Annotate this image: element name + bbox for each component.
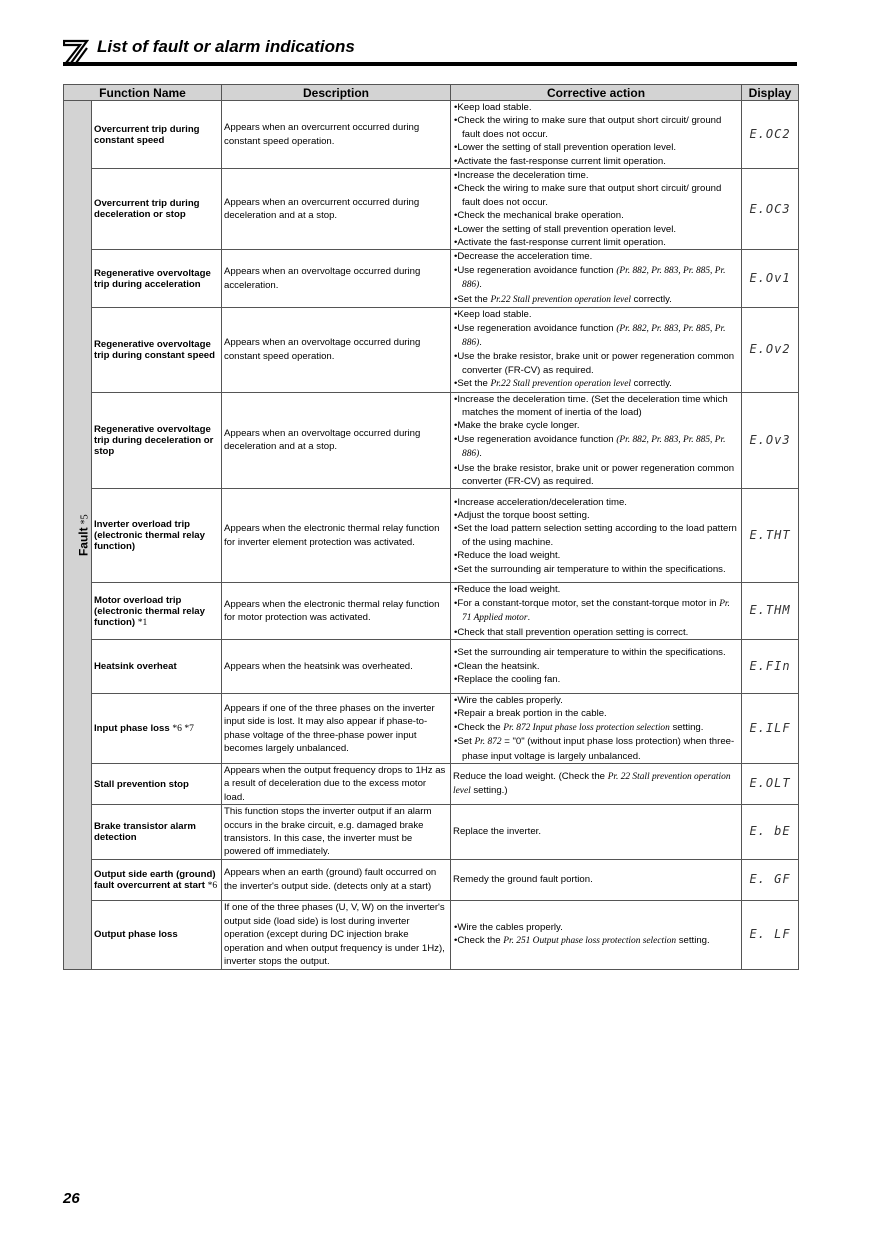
parameter-ref: Pr. 71 Applied motor [462, 598, 730, 624]
action-text: Check the wiring to make sure that output short circuit/ ground fault does not occur. [457, 115, 722, 140]
corrective-action [451, 900, 742, 969]
action-text: correctly. [630, 378, 672, 390]
table-row [64, 169, 799, 250]
action-item [453, 660, 739, 673]
action-item [453, 921, 739, 934]
description: Appears if one of the three phases on the inverter input side is lost. It may also appear if phase-to-phase voltage of the three-phase power input becomes largely unbalanced. [222, 694, 451, 764]
action-text: Check the mechanical brake operation. [457, 210, 624, 222]
page-title: List of fault or alarm indications [97, 37, 355, 56]
corrective-action [451, 101, 742, 169]
action-text: setting. [669, 721, 704, 733]
page-number: 26 [63, 1190, 80, 1207]
action-text: Adjust the torque boost setting. [457, 510, 590, 522]
action-text: . [479, 448, 482, 460]
action-item [453, 322, 739, 351]
action-text: For a constant-torque motor, set the constant-torque motor in [457, 597, 720, 609]
col-description: Description [222, 85, 451, 101]
function-name [92, 169, 222, 250]
action-item [453, 673, 739, 686]
table-row [64, 694, 799, 764]
function-name [92, 859, 222, 900]
action-list [453, 308, 739, 391]
action-text: Wire the cables properly. [457, 921, 563, 933]
function-name-text: Input phase loss [94, 723, 170, 735]
action-item [453, 462, 739, 489]
display-code: E. LF [742, 900, 799, 969]
action-text: Reduce the load weight. [457, 550, 561, 562]
table-row [64, 308, 799, 392]
action-text: Use regeneration avoidance function [457, 322, 617, 334]
table-row [64, 900, 799, 969]
display-code: E.Ov2 [742, 308, 799, 392]
table-row [64, 859, 799, 900]
action-text: . [527, 612, 531, 624]
footnote-ref: *6 [207, 879, 218, 891]
display-code: E.THM [742, 583, 799, 640]
action-item [453, 169, 739, 182]
action-text: Use the brake resistor, brake unit or power regeneration common converter (FR-CV) as required. [457, 351, 735, 376]
fault-label: Fault [76, 527, 91, 556]
table-header-row [64, 85, 799, 101]
action-text: Activate the fast-response current limit operation. [457, 155, 666, 167]
action-text: Set the load pattern selection setting according to the load pattern of the using machine. [457, 523, 737, 548]
action-item [453, 626, 739, 639]
section-header [63, 36, 797, 68]
action-item [453, 250, 739, 263]
fault-note: *5 [79, 514, 91, 525]
description: This function stops the inverter output if an alarm occurs in the brake circuit, e.g. damaged brake transistors. In this case, the inverter must be powered off immediately. [222, 805, 451, 860]
action-item [453, 549, 739, 562]
function-name-text: Overcurrent trip during constant speed [94, 123, 200, 146]
corrective-action [451, 805, 742, 860]
corrective-action [451, 308, 742, 392]
display-code: E.Ov1 [742, 250, 799, 308]
function-name-text: Output side earth (ground) fault overcurrent at start [94, 868, 216, 891]
description: Appears when the output frequency drops to 1Hz as a result of deceleration due to the excess motor load. [222, 764, 451, 805]
display-code: E.OC3 [742, 169, 799, 250]
action-text: Repair a break portion in the cable. [457, 708, 607, 720]
col-function-name: Function Name [64, 85, 222, 101]
parameter-ref: (Pr. 882, Pr. 883, Pr. 885, Pr. 886) [462, 265, 726, 291]
description: Appears when an overcurrent occurred during constant speed operation. [222, 101, 451, 169]
description: Appears when an overvoltage occurred during deceleration and at a stop. [222, 392, 451, 489]
display-code: E.THT [742, 489, 799, 583]
action-item [453, 209, 739, 222]
action-item [453, 114, 739, 141]
action-text: Set the surrounding air temperature to within the specifications. [457, 563, 726, 575]
action-item [453, 496, 739, 509]
action-text: Decrease the acceleration time. [457, 251, 593, 263]
action-text: Check the wiring to make sure that output short circuit/ ground fault does not occur. [457, 183, 722, 208]
action-text: Use regeneration avoidance function [457, 264, 617, 276]
corrective-action [451, 764, 742, 805]
description: Appears when an earth (ground) fault occurred on the inverter's output side. (detects only at a start) [222, 859, 451, 900]
function-name-text: Motor overload trip (electronic thermal relay function) [94, 594, 205, 628]
function-name-text: Heatsink overheat [94, 661, 177, 672]
action-text: Lower the setting of stall prevention operation level. [457, 223, 677, 235]
function-name-text: Regenerative overvoltage trip during deceleration or stop [94, 423, 214, 457]
corrective-action [451, 583, 742, 640]
col-corrective-action: Corrective action [451, 85, 742, 101]
function-name [92, 694, 222, 764]
action-item [453, 646, 739, 659]
action-item [453, 182, 739, 209]
action-list [453, 393, 739, 489]
action-item [453, 293, 739, 307]
section-logo-icon [63, 38, 89, 64]
function-name-text: Inverter overload trip (electronic thermal relay function) [94, 519, 205, 553]
footnote-ref: *1 [137, 616, 148, 628]
corrective-action [451, 640, 742, 694]
display-code: E.ILF [742, 694, 799, 764]
action-item [453, 393, 739, 420]
function-name [92, 392, 222, 489]
action-text: Clean the heatsink. [457, 660, 540, 672]
action-item [453, 563, 739, 576]
function-name [92, 583, 222, 640]
display-code: E.FIn [742, 640, 799, 694]
function-name [92, 640, 222, 694]
action-item [453, 597, 739, 626]
action-text: . [479, 336, 482, 348]
display-code: E.Ov3 [742, 392, 799, 489]
fault-group-cell [64, 101, 92, 970]
action-item [453, 264, 739, 293]
table-row [64, 392, 799, 489]
parameter-ref: Pr. 872 Input phase loss protection selection [503, 722, 670, 733]
action-list [453, 101, 739, 168]
action-list [453, 694, 739, 763]
action-text: Check the [457, 721, 504, 733]
action-item [453, 419, 739, 432]
action-text: Keep load stable. [457, 309, 532, 321]
action-item [453, 433, 739, 462]
action-text: Keep load stable. [457, 102, 532, 113]
corrective-action [451, 392, 742, 489]
fault-table [63, 84, 799, 970]
display-code: E. GF [742, 859, 799, 900]
action-text: Use regeneration avoidance function [457, 433, 617, 445]
table-row [64, 489, 799, 583]
action-item [453, 155, 739, 168]
table-row [64, 805, 799, 860]
action-text: Set the [457, 378, 491, 390]
col-display: Display [742, 85, 799, 101]
function-name [92, 489, 222, 583]
action-item [453, 522, 739, 549]
footnote-ref: *6 *7 [172, 723, 194, 735]
action-text: Remedy the ground fault portion. [453, 874, 593, 886]
function-name-text: Overcurrent trip during deceleration or stop [94, 198, 200, 221]
parameter-ref: Pr. 22 Stall prevention operation level [453, 771, 731, 797]
action-item [453, 707, 739, 720]
action-text: setting.) [470, 785, 508, 797]
action-text: Wire the cables properly. [457, 695, 563, 706]
header-rule [63, 62, 797, 66]
action-text: Activate the fast-response current limit operation. [457, 237, 666, 249]
action-item [453, 721, 739, 735]
table-row [64, 640, 799, 694]
description: Appears when the electronic thermal relay function for motor protection was activated. [222, 583, 451, 640]
function-name-text: Regenerative overvoltage trip during acceleration [94, 267, 211, 290]
action-item [453, 735, 739, 763]
action-item [453, 308, 739, 321]
fault-group-label [78, 514, 92, 556]
action-list [453, 646, 739, 686]
function-name-text: Output phase loss [94, 929, 178, 941]
action-text: Make the brake cycle longer. [457, 420, 580, 432]
table-row [64, 583, 799, 640]
parameter-ref: Pr.22 Stall prevention operation level [490, 294, 631, 305]
corrective-action [451, 859, 742, 900]
action-item [453, 934, 739, 948]
corrective-action [451, 250, 742, 308]
function-name-text: Brake transistor alarm detection [94, 821, 196, 844]
action-text: Lower the setting of stall prevention operation level. [457, 142, 677, 154]
function-name-text: Regenerative overvoltage trip during constant speed [94, 338, 215, 361]
action-item [453, 223, 739, 236]
corrective-action [451, 489, 742, 583]
action-text: correctly. [630, 293, 672, 305]
description: Appears when the electronic thermal relay function for inverter element protection was activated. [222, 489, 451, 583]
action-item [453, 101, 739, 114]
corrective-action [451, 694, 742, 764]
function-name [92, 805, 222, 860]
function-name [92, 250, 222, 308]
action-text: = "0" (without input phase loss protection) when three-phase input voltage is largely unbalanced. [462, 736, 735, 762]
action-text: Set [457, 736, 475, 748]
action-list [453, 496, 739, 576]
description: Appears when an overcurrent occurred during deceleration and at a stop. [222, 169, 451, 250]
action-text: Reduce the load weight. [457, 584, 561, 596]
action-item [453, 694, 739, 707]
action-list [453, 921, 739, 949]
display-code: E.OLT [742, 764, 799, 805]
function-name [92, 101, 222, 169]
action-list [453, 250, 739, 307]
action-text: Check that stall prevention operation setting is correct. [457, 626, 689, 638]
description: Appears when the heatsink was overheated. [222, 640, 451, 694]
action-text: Replace the inverter. [453, 826, 542, 838]
display-code: E. bE [742, 805, 799, 860]
function-name [92, 308, 222, 392]
action-text: Reduce the load weight. (Check the [453, 770, 608, 782]
parameter-ref: Pr. 251 Output phase loss protection selection [503, 936, 677, 947]
action-item [453, 141, 739, 154]
description: Appears when an overvoltage occurred during constant speed operation. [222, 308, 451, 392]
action-text: Increase acceleration/deceleration time. [457, 496, 627, 508]
corrective-action [451, 169, 742, 250]
parameter-ref: Pr.22 Stall prevention operation level [490, 379, 631, 390]
description: Appears when an overvoltage occurred during acceleration. [222, 250, 451, 308]
table-row [64, 101, 799, 169]
action-text: Increase the deceleration time. [457, 170, 589, 182]
action-item [453, 350, 739, 377]
action-list [453, 583, 739, 639]
table-row [64, 764, 799, 805]
action-item [453, 236, 739, 249]
parameter-ref: (Pr. 882, Pr. 883, Pr. 885, Pr. 886) [462, 434, 726, 460]
parameter-ref: Pr. 872 [474, 737, 502, 748]
function-name [92, 900, 222, 969]
action-text: Set the surrounding air temperature to within the specifications. [457, 647, 726, 659]
action-text: setting. [676, 935, 710, 947]
action-item [453, 509, 739, 522]
action-text: Increase the deceleration time. (Set the deceleration time which matches the moment of inertia of the load) [457, 393, 728, 418]
display-code: E.OC2 [742, 101, 799, 169]
action-text: Set the [457, 293, 491, 305]
action-text: Replace the cooling fan. [457, 674, 561, 686]
action-text: . [479, 279, 482, 291]
parameter-ref: (Pr. 882, Pr. 883, Pr. 885, Pr. 886) [462, 323, 726, 348]
action-list [453, 169, 739, 249]
description: If one of the three phases (U, V, W) on the inverter's output side (load side) is lost during inverter operation (except during DC injection brake operation and when output frequency is under 1Hz), inverter stops the output. [222, 900, 451, 969]
action-item [453, 583, 739, 596]
action-item [453, 377, 739, 391]
function-name-text: Stall prevention stop [94, 778, 189, 790]
table-row [64, 250, 799, 308]
action-text: Use the brake resistor, brake unit or power regeneration common converter (FR-CV) as required. [457, 462, 735, 487]
function-name [92, 764, 222, 805]
action-text: Check the [457, 935, 504, 947]
